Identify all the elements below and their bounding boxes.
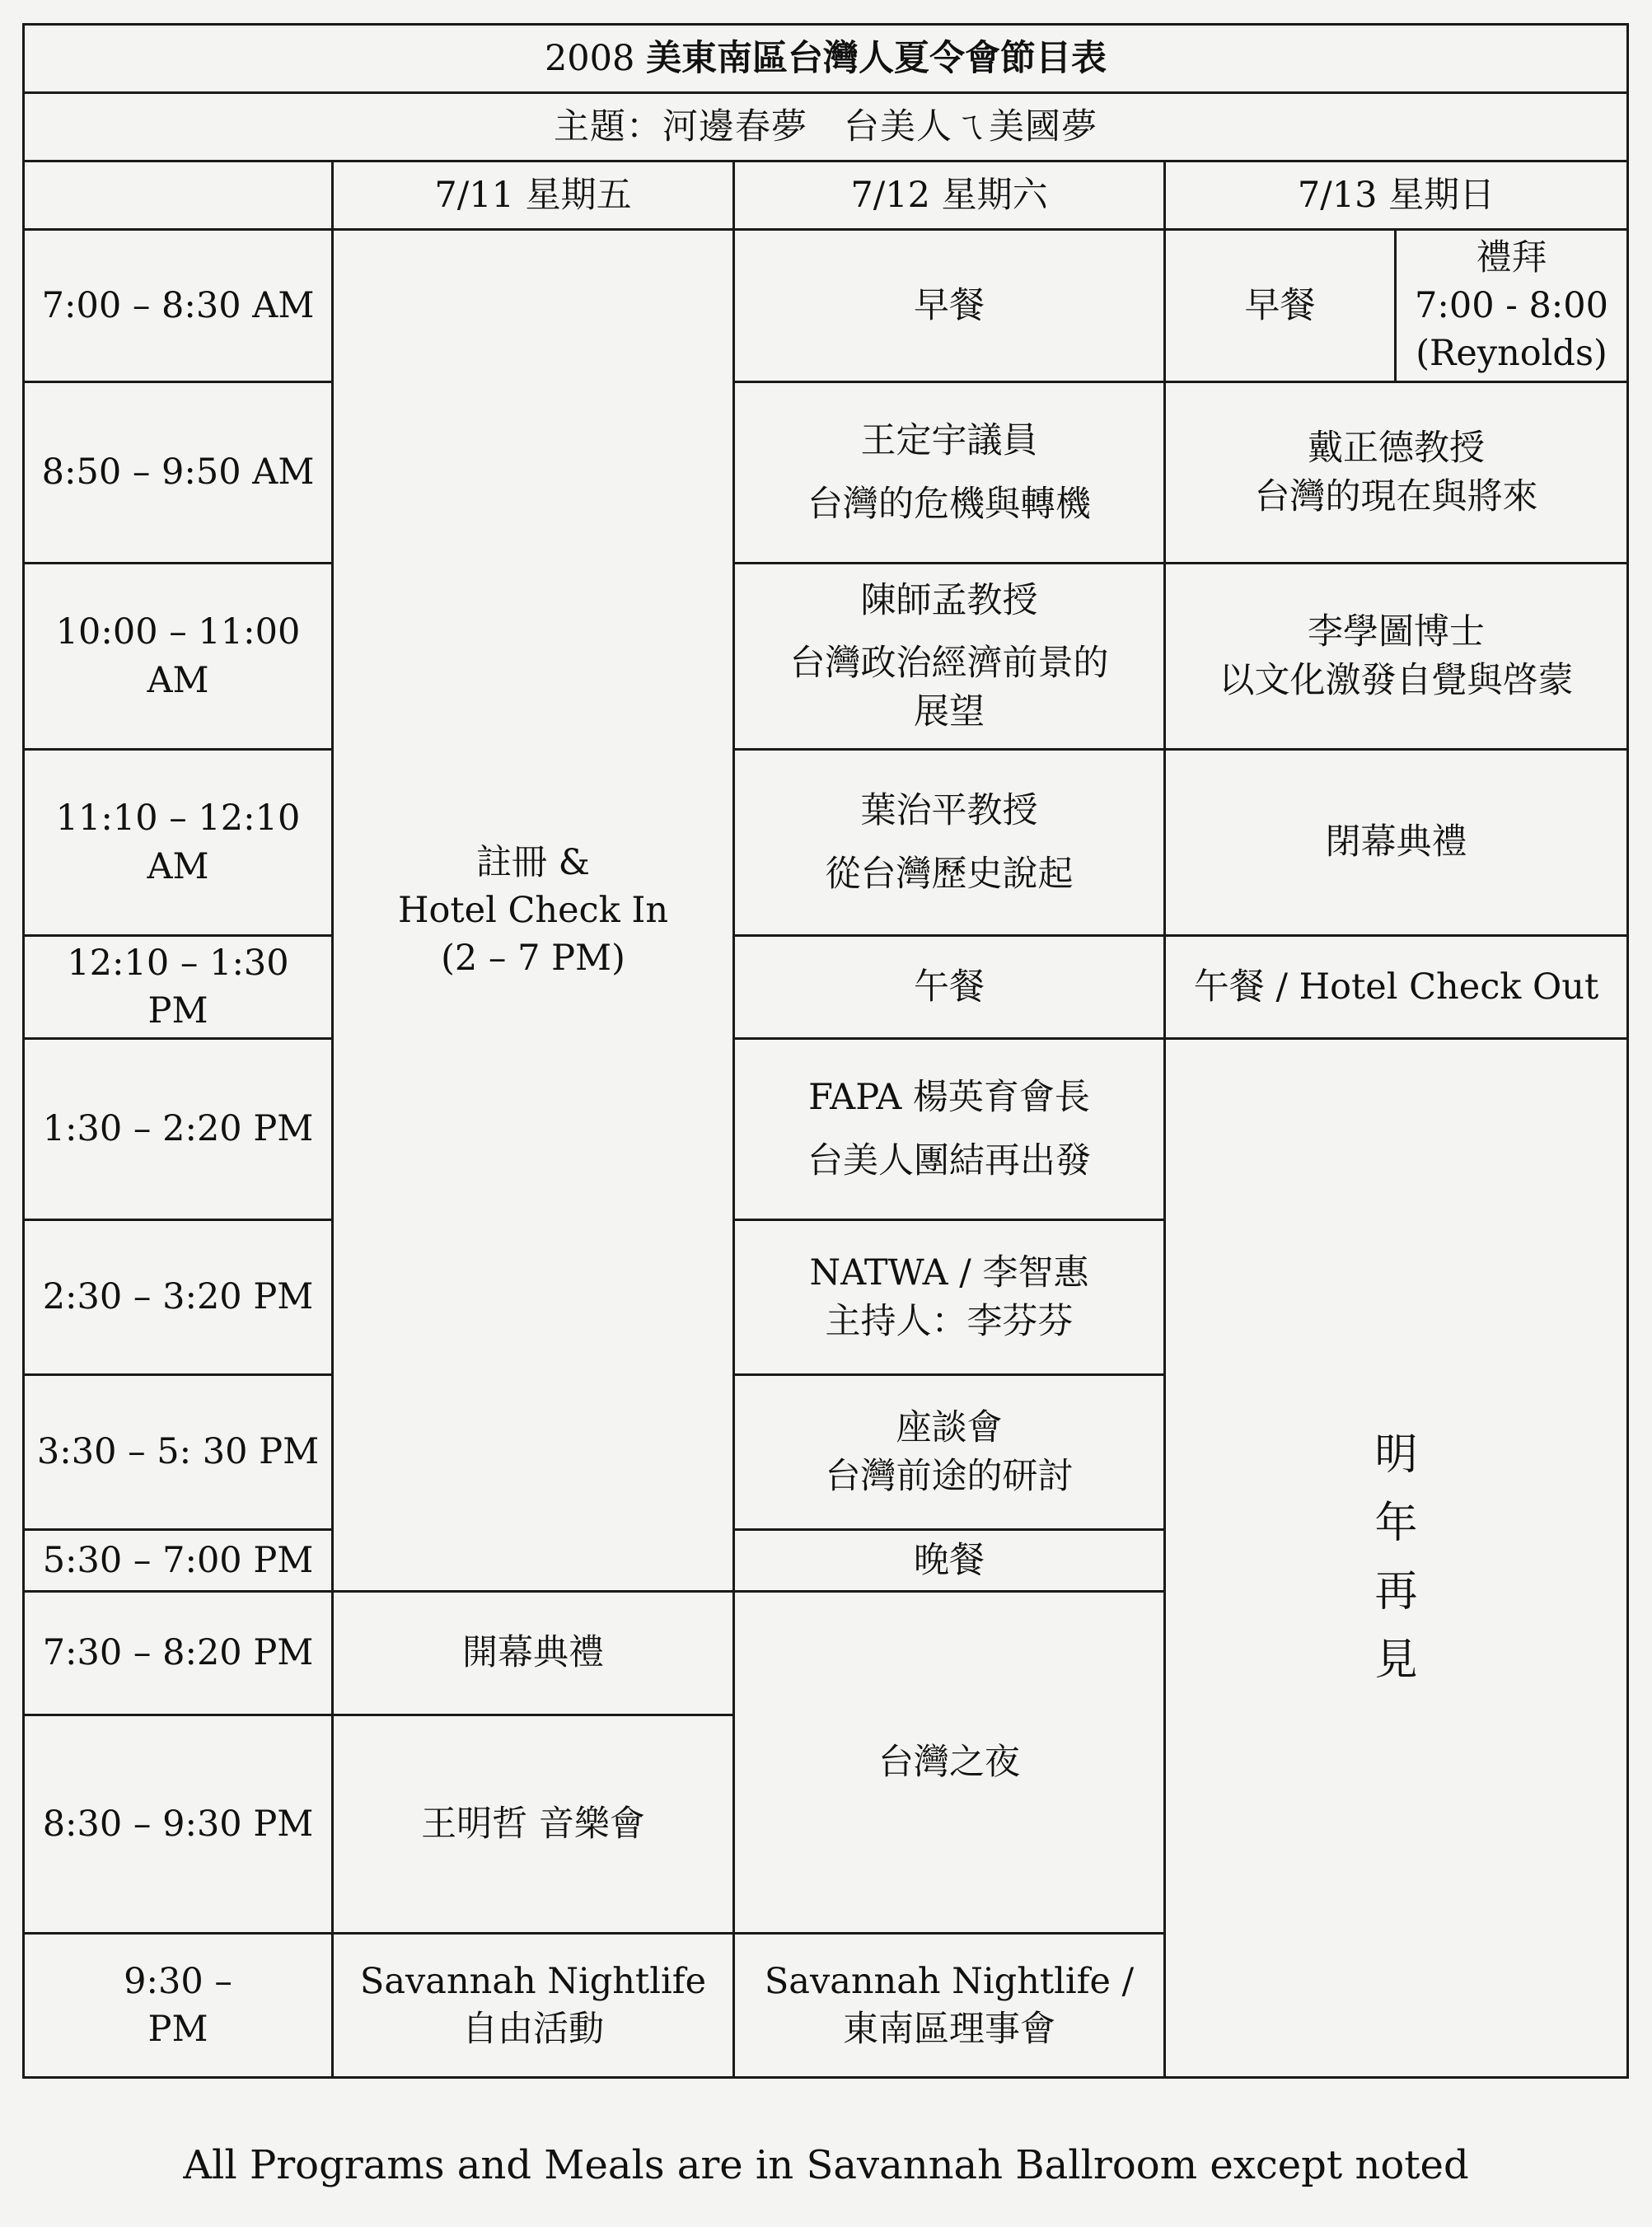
sunday-breakfast: 早餐 — [1165, 230, 1396, 382]
time-slot: 1:30 – 2:20 PM — [24, 1039, 333, 1220]
session-speaker: 葉治平教授 — [860, 790, 1038, 832]
nightlife-line-2: 自由活動 — [462, 2009, 604, 2050]
saturday-dinner: 晚餐 — [734, 1530, 1165, 1592]
sunday-lunch-checkout: 午餐 / Hotel Check Out — [1165, 936, 1628, 1039]
session-topic: 從台灣歷史說起 — [825, 853, 1074, 895]
saturday-lunch: 午餐 — [734, 936, 1165, 1039]
session-speaker: NATWA / 李智惠 — [809, 1252, 1089, 1294]
forum-topic: 台灣前途的研討 — [825, 1455, 1074, 1497]
session-topic-line-1: 台灣政治經濟前景的 — [789, 643, 1109, 685]
registration-line-3: (2 – 7 PM) — [441, 938, 625, 980]
friday-nightlife — [333, 1934, 734, 2078]
sunday-farewell — [1165, 1039, 1628, 2078]
forum-title: 座談會 — [896, 1407, 1003, 1449]
time-line-1: 10:00 – 11:00 — [55, 611, 301, 653]
time-slot: 7:30 – 8:20 PM — [24, 1592, 333, 1715]
session-speaker: 李學圖博士 — [1308, 611, 1486, 653]
session-speaker: 陳師孟教授 — [860, 580, 1038, 622]
sunday-closing-ceremony: 閉幕典禮 — [1165, 750, 1628, 936]
time-slot — [24, 936, 333, 1039]
time-line-2: PM — [147, 2009, 208, 2050]
session-host: 主持人：李芬芬 — [825, 1300, 1074, 1342]
time-line-1: 12:10 – 1:30 — [67, 942, 289, 984]
time-line-2: AM — [147, 659, 209, 701]
sunday-session-2 — [1165, 564, 1628, 750]
schedule-title — [24, 25, 1628, 93]
sunday-worship — [1396, 230, 1628, 382]
session-topic: 台灣的現在與將來 — [1254, 475, 1538, 517]
day-header-saturday: 7/12 星期六 — [734, 161, 1165, 230]
saturday-taiwan-night: 台灣之夜 — [734, 1592, 1165, 1934]
session-speaker: 戴正德教授 — [1308, 428, 1486, 470]
session-topic-line-2: 展望 — [914, 690, 985, 732]
nightlife-line-1: Savannah Nightlife / — [764, 1960, 1135, 2002]
time-slot — [24, 564, 333, 750]
title-text: 美東南區台灣人夏令會節目表 — [646, 37, 1107, 79]
time-slot — [24, 750, 333, 936]
footer-note: All Programs and Meals are in Savannah Ballroom except noted — [183, 2142, 1469, 2188]
friday-registration — [333, 230, 734, 1592]
time-slot: 8:50 – 9:50 AM — [24, 382, 333, 564]
time-slot: 5:30 – 7:00 PM — [24, 1530, 333, 1592]
nightlife-line-2: 東南區理事會 — [843, 2009, 1055, 2050]
time-line-1: 9:30 – — [124, 1960, 232, 2002]
time-slot: 3:30 – 5: 30 PM — [24, 1375, 333, 1530]
sunday-session-1 — [1165, 382, 1628, 564]
session-speaker: FAPA 楊英育會長 — [808, 1077, 1090, 1119]
theme: 主題：河邊春夢 台美人ㄟ美國夢 — [24, 93, 1628, 161]
schedule-table — [22, 23, 1629, 2079]
saturday-session-5 — [734, 1220, 1165, 1375]
saturday-session-3 — [734, 750, 1165, 936]
nightlife-line-1: Savannah Nightlife — [359, 1960, 707, 2002]
day-header-sunday: 7/13 星期日 — [1165, 161, 1628, 230]
session-topic: 台灣的危機與轉機 — [807, 483, 1091, 525]
farewell-char: 再 — [1374, 1567, 1418, 1616]
time-line-1: 11:10 – 12:10 — [55, 798, 301, 840]
header-blank — [24, 161, 333, 230]
saturday-forum — [734, 1375, 1165, 1530]
worship-line-3: (Reynolds) — [1416, 333, 1608, 375]
farewell-char: 年 — [1374, 1498, 1418, 1548]
session-topic: 以文化激發自覺與啓蒙 — [1219, 659, 1574, 701]
saturday-session-2 — [734, 564, 1165, 750]
time-line-2: PM — [147, 990, 208, 1032]
time-slot: 2:30 – 3:20 PM — [24, 1220, 333, 1375]
registration-line-1: 註冊 & — [476, 841, 590, 883]
time-slot: 7:00 – 8:30 AM — [24, 230, 333, 382]
day-header-friday: 7/11 星期五 — [333, 161, 734, 230]
registration-line-2: Hotel Check In — [397, 889, 669, 931]
time-line-2: AM — [147, 845, 209, 887]
time-slot: 8:30 – 9:30 PM — [24, 1715, 333, 1934]
friday-concert: 王明哲 音樂會 — [333, 1715, 734, 1934]
worship-line-2: 7:00 - 8:00 — [1415, 284, 1609, 326]
friday-opening-ceremony: 開幕典禮 — [333, 1592, 734, 1715]
saturday-nightlife — [734, 1934, 1165, 2078]
time-slot — [24, 1934, 333, 2078]
saturday-session-4 — [734, 1039, 1165, 1220]
saturday-breakfast: 早餐 — [734, 230, 1165, 382]
title-year: 2008 — [544, 37, 635, 79]
farewell-char: 見 — [1374, 1635, 1418, 1686]
session-speaker: 王定宇議員 — [860, 420, 1038, 462]
farewell-char: 明 — [1374, 1429, 1418, 1480]
session-topic: 台美人團結再出發 — [807, 1139, 1091, 1181]
saturday-session-1 — [734, 382, 1165, 564]
worship-line-1: 禮拜 — [1476, 236, 1547, 278]
